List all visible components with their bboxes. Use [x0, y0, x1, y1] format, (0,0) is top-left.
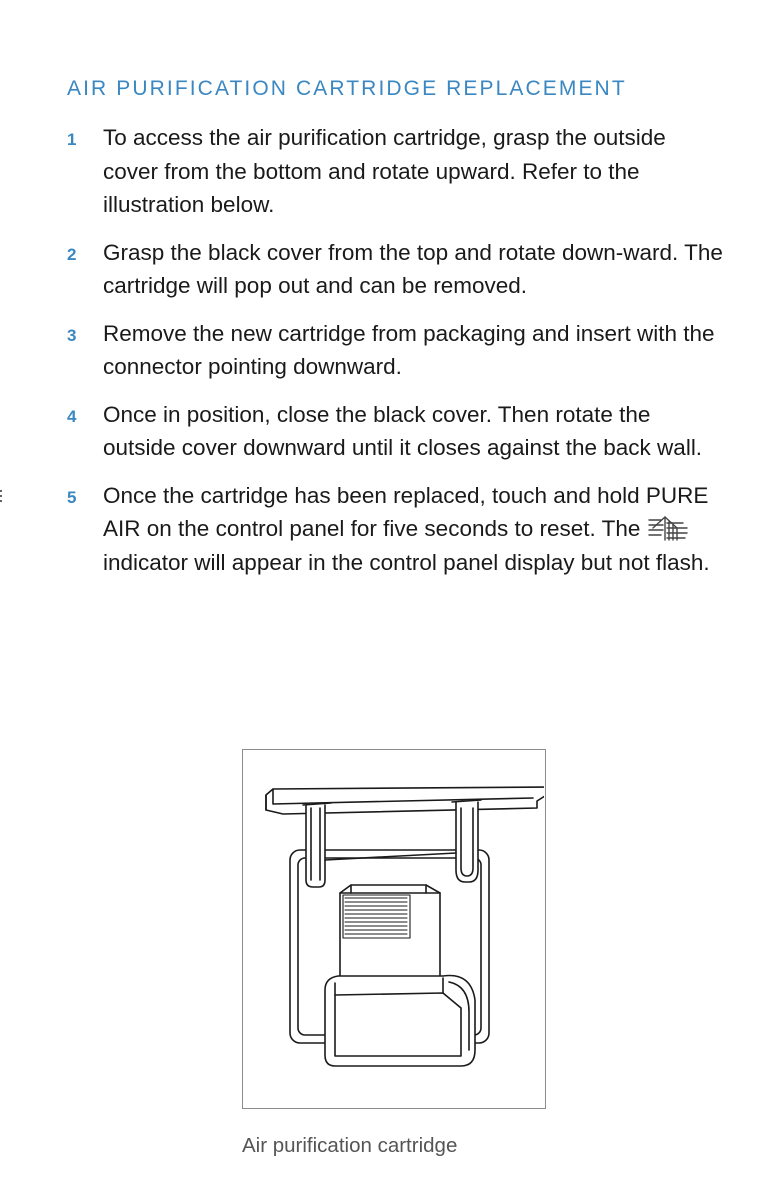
step-1	[67, 121, 727, 222]
step-number: 3	[67, 325, 77, 345]
step-number: 2	[67, 244, 77, 264]
section-heading: AIR PURIFICATION CARTRIDGE REPLACEMENT	[67, 77, 627, 100]
step-text: Grasp the black cover from the top and rotate down-ward. The cartridge will pop out and can be removed.	[103, 239, 723, 298]
air-purification-cartridge-illustration	[242, 749, 546, 1109]
step-3	[67, 317, 727, 384]
page-edge-mark	[0, 488, 2, 504]
step-text: Remove the new cartridge from packaging and insert with the connector pointing downward.	[103, 320, 715, 379]
step-number: 5	[67, 487, 77, 507]
instruction-steps	[67, 121, 727, 593]
step-number: 1	[67, 130, 77, 149]
step-number: 4	[67, 406, 77, 426]
step-text	[103, 479, 727, 580]
pure-air-indicator-icon	[647, 514, 691, 542]
step-4	[67, 398, 727, 465]
step-text-after-icon: indicator will appear in the control panel display but not flash.	[103, 549, 710, 575]
step-text-before-icon: Once the cartridge has been replaced, touch and hold PURE AIR on the control panel for five seconds to reset. The	[103, 482, 709, 541]
step-5	[67, 479, 727, 580]
step-text: To access the air purification cartridge, grasp the outside cover from the bottom and rotate upward. Refer to the illustration below.	[103, 125, 666, 217]
step-text: Once in position, close the black cover. Then rotate the outside cover downward until it closes against the back wall.	[103, 401, 703, 460]
step-2	[67, 236, 727, 303]
figure-caption: Air purification cartridge	[242, 1134, 458, 1157]
